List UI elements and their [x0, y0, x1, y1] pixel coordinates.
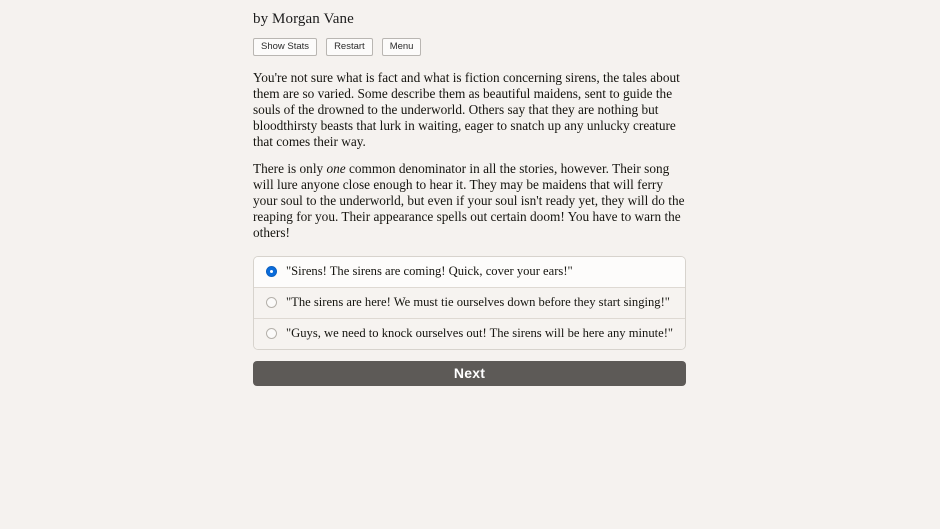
story-paragraph-2	[253, 161, 686, 241]
content-column	[253, 0, 686, 386]
choice-group	[253, 256, 686, 350]
game-menu-bar	[253, 38, 686, 56]
choice-option-2[interactable]	[254, 287, 685, 318]
show-stats-button[interactable]: Show Stats	[253, 38, 317, 56]
restart-button[interactable]: Restart	[326, 38, 373, 56]
author-byline: by Morgan Vane	[253, 11, 354, 27]
story-paragraph-1: You're not sure what is fact and what is fiction concerning sirens, the tales about them are so varied. Some describe them as beautiful maidens, sent to guide the souls of the drowned to the underworld. Others say that they are nothing but bloodthirsty beasts that lurk in waiting, eager to snatch up any unlucky creature that comes their way.	[253, 70, 680, 150]
radio-icon-unselected[interactable]	[266, 328, 277, 339]
paragraph-2-rest: common denominator in all the stories, however. Their song will lure anyone close enough to hear it. They may be maidens that will ferry your soul to the underworld, but even if your soul isn't ready yet, they will do the reaping for you. Their appearance spells out certain doom! You have to warn the others!	[253, 160, 685, 240]
choice-option-1-label: "Sirens! The sirens are coming! Quick, cover your ears!"	[286, 264, 573, 279]
next-button[interactable]: Next	[253, 361, 686, 386]
menu-button[interactable]: Menu	[382, 38, 422, 56]
radio-icon-selected[interactable]	[266, 266, 277, 277]
choice-option-1[interactable]	[254, 257, 685, 287]
paragraph-2-lead: There is only	[253, 160, 327, 176]
paragraph-2-emphasis: one	[326, 160, 346, 176]
choice-option-2-label: "The sirens are here! We must tie ourselves down before they start singing!"	[286, 295, 670, 310]
choice-option-3[interactable]	[254, 318, 685, 349]
choice-option-3-label: "Guys, we need to knock ourselves out! The sirens will be here any minute!"	[286, 326, 674, 341]
radio-icon-unselected[interactable]	[266, 297, 277, 308]
